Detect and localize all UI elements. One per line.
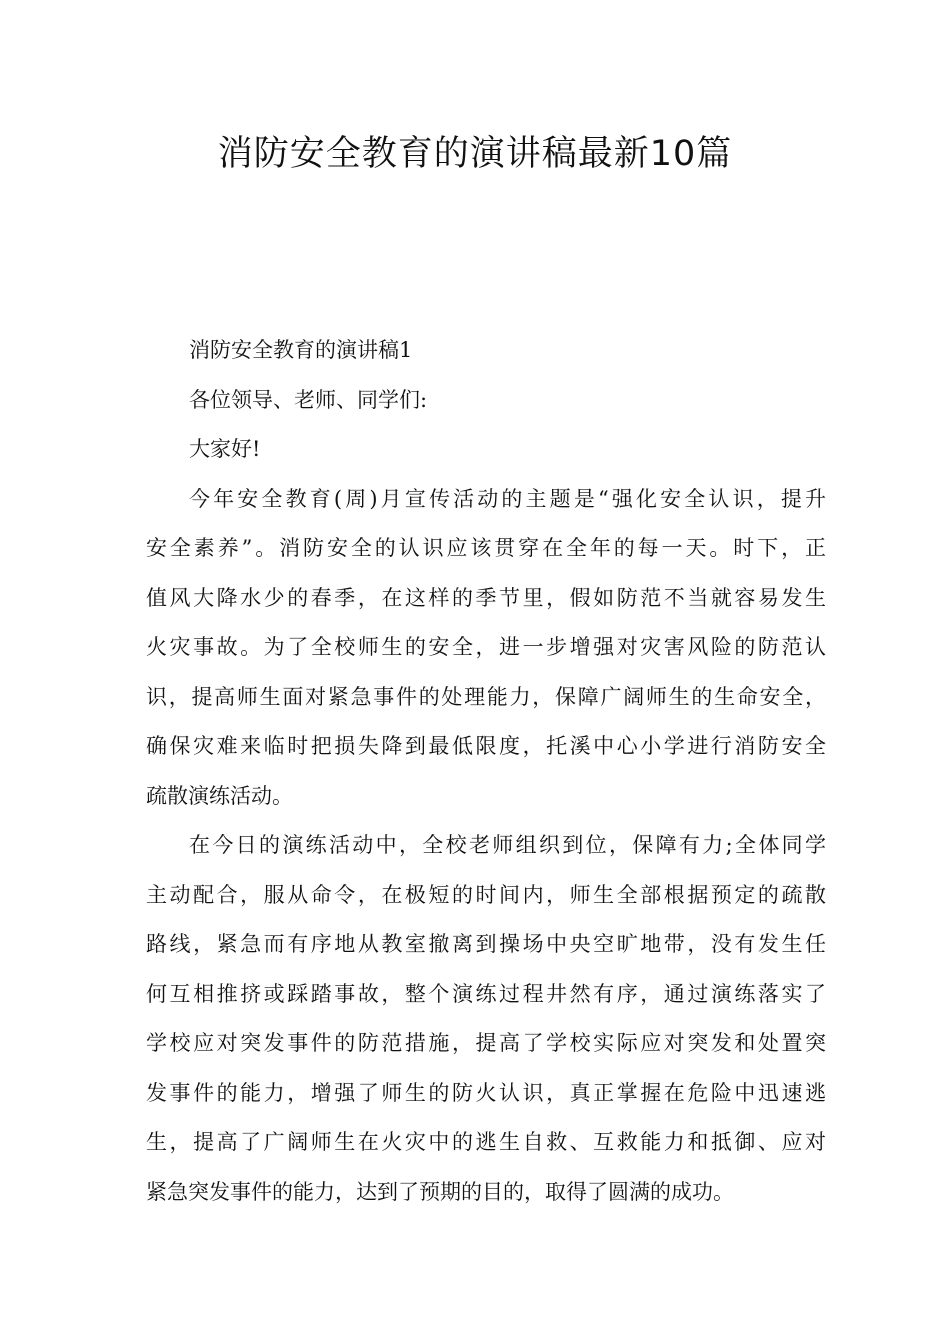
- paragraph-line: 主动配合，服从命令，在极短的时间内，师生全部根据预定的疏散: [146, 882, 826, 907]
- paragraph-line: 值风大降水少的春季，在这样的季节里，假如防范不当就容易发生: [146, 585, 826, 610]
- paragraph-line: 安全素养”。消防安全的认识应该贯穿在全年的每一天。时下，正: [146, 536, 826, 560]
- document-title: 消防安全教育的演讲稿最新10篇: [217, 134, 733, 174]
- paragraph-line: 路线，紧急而有序地从教室撤离到操场中央空旷地带，没有发生任: [146, 932, 826, 956]
- paragraph-line: 火灾事故。为了全校师生的安全，进一步增强对灾害风险的防范认: [146, 635, 826, 659]
- paragraph-line: 识，提高师生面对紧急事件的处理能力，保障广阔师生的生命安全，: [146, 684, 826, 709]
- paragraph-line: 疏散演练活动。: [146, 783, 293, 808]
- paragraph-1: [146, 475, 826, 822]
- section-heading: 消防安全教育的演讲稿1: [189, 338, 413, 362]
- paragraph-line: 学校应对突发事件的防范措施，提高了学校实际应对突发和处置突: [146, 1031, 826, 1055]
- paragraph-line: 生，提高了广阔师生在火灾中的逃生自救、互救能力和抵御、应对: [146, 1130, 826, 1154]
- paragraph-line: 何互相推挤或踩踏事故，整个演练过程井然有序，通过演练落实了: [146, 981, 826, 1006]
- paragraph-line: 确保灾难来临时把损失降到最低限度，托溪中心小学进行消防安全: [146, 734, 826, 758]
- document-body: [146, 326, 826, 1217]
- salutation: 各位领导、老师、同学们:: [189, 387, 428, 412]
- paragraph-line: 今年安全教育(周)月宣传活动的主题是“强化安全认识，提升: [189, 486, 826, 511]
- greeting: 大家好!: [189, 437, 261, 461]
- paragraph-line: 紧急突发事件的能力，达到了预期的目的，取得了圆满的成功。: [146, 1179, 734, 1204]
- paragraph-2: [146, 821, 826, 1217]
- paragraph-line: 在今日的演练活动中，全校老师组织到位，保障有力;全体同学: [189, 833, 826, 857]
- paragraph-line: 发事件的能力，增强了师生的防火认识，真正掌握在危险中迅速逃: [146, 1080, 826, 1105]
